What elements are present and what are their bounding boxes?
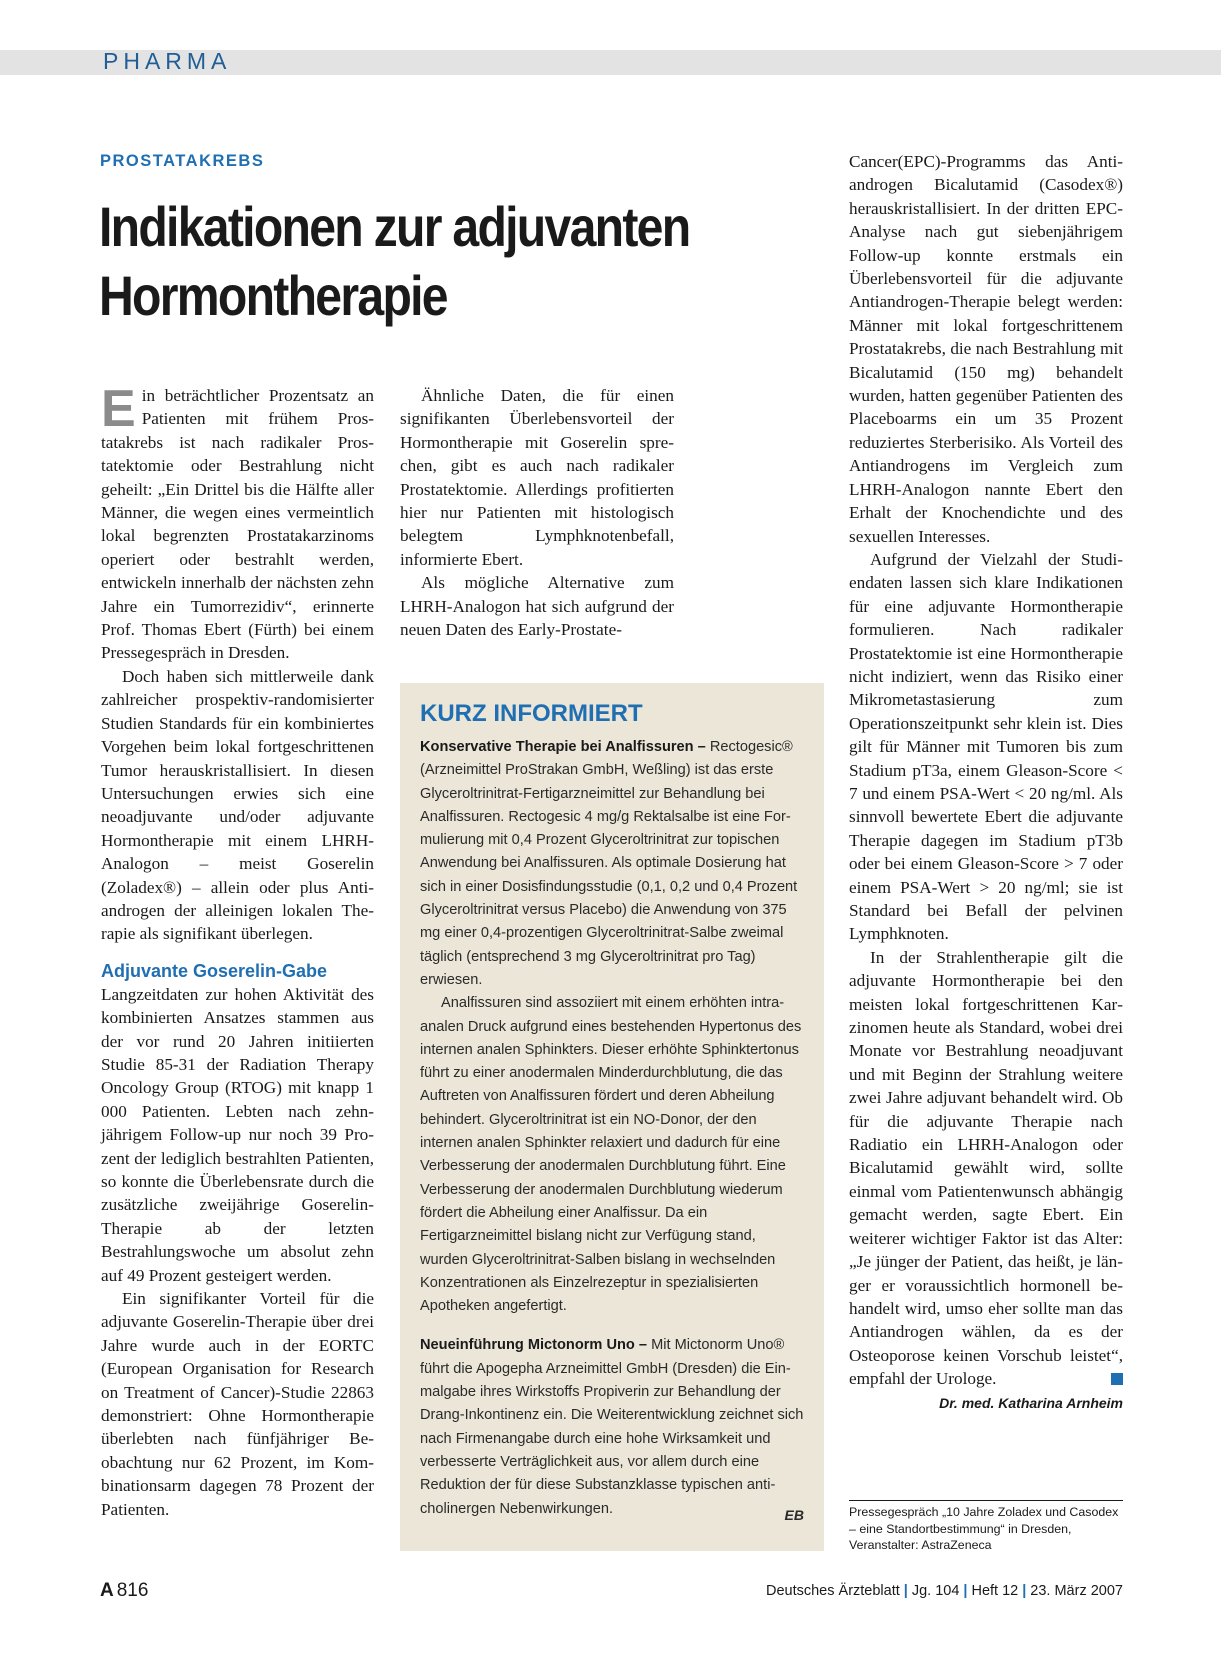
journal-issue: Heft 12 (971, 1583, 1019, 1599)
paragraph: Aufgrund der Vielzahl der Studiendaten lassen sich klare Indikationen für eine adjuvante Hormontherapie formulieren. Nach radikaler Prostatektomie ist eine Hormontherapie nicht indiziert, wenn das Risiko einer Mikrometastasierung zum Operationszeitpunkt sehr klein ist. Dies gilt für Männer mit Tumoren bis zum Stadium pT3a, einem Gleason-Score < 7 und einem PSA-Wert < 20 ng/ml. Als sinnvoll bewertete Ebert die adjuvante Therapie dagegen im Stadium pT3b oder bei einem Gleason-Score > 7 oder einem PSA-Wert > 20 ng/ml; sie ist Standard bei Befall der pelvinen Lymphknoten. (849, 549, 1123, 944)
author-byline: Dr. med. Katharina Arnheim (939, 1394, 1123, 1411)
journal-info: Deutsches Ärzteblatt | Jg. 104 | Heft 12 | 23. März 2007 (765, 1583, 1123, 1599)
paragraph: Ein signifikanter Vorteil für die adjuvante Goserelin-Therapie über drei Jahre wurde auch in der EORTC (European Organisation for Research on Treatment of Cancer)-Studie 22863 demonstriert: Ohne Hormontherapie überlebten nach fünfjähriger Beobachtung nur 62 Prozent, im Kombinationsarm dagegen 78 Prozent der Patienten. (101, 1289, 374, 1519)
info-box-title: KURZ INFORMIERT (420, 700, 643, 727)
column-2 (400, 384, 674, 641)
info-item-title: Konservative Therapie bei Analfissuren – (420, 739, 706, 755)
journal-volume: Jg. 104 (911, 1583, 960, 1599)
paragraph: Cancer(EPC)-Programms das Antiandrogen Bicalutamid (Casodex®) herauskristallisiert. In der dritten EPC-Analyse nach gut siebenjährigem Follow-up konnte erstmals ein Überlebensvorteil für die adjuvante Antiandrogen-Therapie belegt werden: Männer mit lokal fortgeschrittenem Prostatakrebs, die nach Bestrahlung mit Bicalutamid (150 mg) behandelt wurden, hatten gegenüber Patienten des Placeboarms ein um 35 Prozent reduziertes Sterberisiko. Als Vorteil des Antiandrogens im Vergleich zum LHRH-Analogon nannte Ebert den Erhalt der Knochendichte und des sexuellen Interesses. (849, 152, 1123, 546)
paragraph: Doch haben sich mittlerweile dank zahlreicher prospektiv-randomisierter Studien Standards für ein kombiniertes Vorgehen beim lokal fortgeschrittenen Tumor herauskristallisiert. In diesen Untersuchungen erwies sich eine neoadjuvante und/oder adjuvante Hormontherapie mit einem LHRH-Analogon – meist Goserelin (Zoladex®) – allein oder plus Antiandrogen der alleinigen lokalen Therapie als signifikant überlegen. (101, 666, 374, 944)
end-mark-icon (1111, 1373, 1123, 1385)
article-kicker: PROSTATAKREBS (100, 152, 265, 170)
info-item: Konservative Therapie bei Analfissuren – Rectogesic® (Arzneimittel ProStrakan GmbH, Weßling) ist das erste Glyceroltrinitrat-Fertigarzneimittel zur Behandlung bei Analfissuren. Rectogesic 4 mg/g Rektalsalbe ist eine Formulierung mit 0,4 Prozent Glyceroltrinitrat zur topischen Anwendung bei Analfissuren. Als optimale Dosierung hat sich in einer Dosisfindungsstudie (0,1, 0,2 und 0,4 Prozent Glyceroltrinitrat versus Placebo) die Anwendung von 375 mg einer 0,4-prozentigen Glyceroltrinitrat-Salbe zweimal täglich (entsprechend 3 mg Glyceroltrinitrat pro Tag) erwiesen. (420, 739, 798, 988)
info-paragraph: Analfissuren sind assoziiert mit einem erhöhten intraanalen Druck aufgrund eines bestehenden Hypertonus des internen analen Sphinkters. Dieser erhöhte Sphinktertonus führt zu einer anodermalen Minderdurchblutung, die das Auftreten von Analfissuren fördert und deren Abheilung behindert. Glyceroltrinitrat ist ein NO-Donor, der den internen analen Sphinkter relaxiert und dadurch für eine Verbesserung der anodermalen Durchblutung führt. Eine Verbesserung der anodermalen Durchblutung wiederum fördert die Abheilung einer Analfissur. Da ein Fertigarzneimittel bislang nicht zur Verfügung stand, wurden Glyceroltrinitrat-Salben bislang in wechselnden Konzentrationen als Einzelrezeptur in spezialisierten Apotheken angefertigt. (420, 995, 802, 1315)
paragraph: Ein beträchtlicher Prozentsatz an Patienten mit frühem Prostatakrebs ist nach radikaler Prostatektomie oder Bestrahlung nicht geheilt: „Ein Drittel bis die Hälfte aller Männer, die wegen eines vermeintlich lokal begrenzten Prostatakarzinoms operiert oder bestrahlt werden, entwickeln innerhalb der nächsten zehn Jahre ein Tumorrezidiv“, erinnerte Prof. Thomas Ebert (Fürth) bei einem Pressegespräch in Dresden. (101, 380, 374, 663)
article-title: Indikationen zur adjuvanten Hormontherapie (99, 195, 690, 327)
footnote-divider (849, 1500, 1123, 1501)
footnote: Pressegespräch „10 Jahre Zoladex und Casodex – eine Standortbestimmung“ in Dresden, Veranstalter: AstraZeneca (849, 1505, 1119, 1552)
info-item: Neueinführung Mictonorm Uno – Mit Mictonorm Uno® führt die Apogepha Arzneimittel GmbH (Dresden) die Einmalgabe ihres Wirkstoffs Propiverin zur Behandlung der Drang-Inkontinenz ein. Die Weiterentwicklung zeichnet sich nach Firmenangabe durch eine hohe Wirksamkeit und verbesserte Verträglichkeit aus, vor allem durch eine Reduktion der für diese Substanzklasse typischen anticholinergen Nebenwirkungen. (420, 1337, 804, 1517)
info-box-signature: EB (784, 1506, 804, 1523)
journal-name: Deutsches Ärzteblatt (765, 1583, 900, 1599)
paragraph: In der Strahlentherapie gilt die adjuvante Hormontherapie bei den meisten lokal fortgeschrittenen Karzinomen heute als Standard, wobei drei Monate vor Bestrahlung neoadjuvant und mit Beginn der Strahlung weitere zwei Jahre adjuvant behandelt wird. Ob für die adjuvante Therapie nach Radiatio ein LHRH-Analogon oder Bicalutamid gewählt wird, sollte einmal vom Patientenwunsch abhängig gemacht werden, sagte Ebert. Ein weiterer wichtiger Faktor ist das Alter: „Je jünger der Patient, das heißt, je länger er voraussichtlich hormonell behandelt wird, umso eher sollte man das Antiandrogen wählen, da es der Osteoporose keinen Vorschub leistet“, empfahl der Urologe. (849, 947, 1123, 1389)
subheading: Adjuvante Goserelin-Gabe (101, 960, 328, 981)
paragraph: Langzeitdaten zur hohen Aktivität des kombinierten Ansatzes stammen aus der vor rund 20 Jahren initiierten Studie 85-31 der Radiation Therapy Oncology Group (RTOG) mit knapp 1 000 Patienten. Lebten nach zehnjährigem Follow-up nur noch 39 Prozent der lediglich bestrahlten Patienten, so konnte die Überlebensrate durch die zusätzliche zweijährige Goserelin-Therapie ab der letzten Bestrahlungswoche um absolut zehn auf 49 Prozent gesteigert werden. (101, 984, 374, 1285)
column-1 (101, 380, 374, 1521)
column-3 (849, 150, 1123, 1414)
drop-cap: E (101, 380, 136, 438)
info-item-title: Neueinführung Mictonorm Uno – (420, 1337, 648, 1354)
journal-date: 23. März 2007 (1030, 1583, 1123, 1599)
page-number: A 816 (100, 1580, 149, 1601)
paragraph: Als mögliche Alternative zum LHRH-Analogon hat sich aufgrund der neuen Daten des Early-Prostate- (400, 573, 674, 640)
paragraph: Ähnliche Daten, die für einen signifikanten Überlebensvorteil der Hormontherapie mit Goserelin sprechen, gibt es auch nach radikaler Prostatektomie. Allerdings profitierten hier nur Patienten mit histologisch belegtem Lymphknotenbefall, informierte Ebert. (400, 386, 674, 569)
section-label: PHARMA (103, 48, 232, 74)
info-box (400, 683, 824, 1551)
